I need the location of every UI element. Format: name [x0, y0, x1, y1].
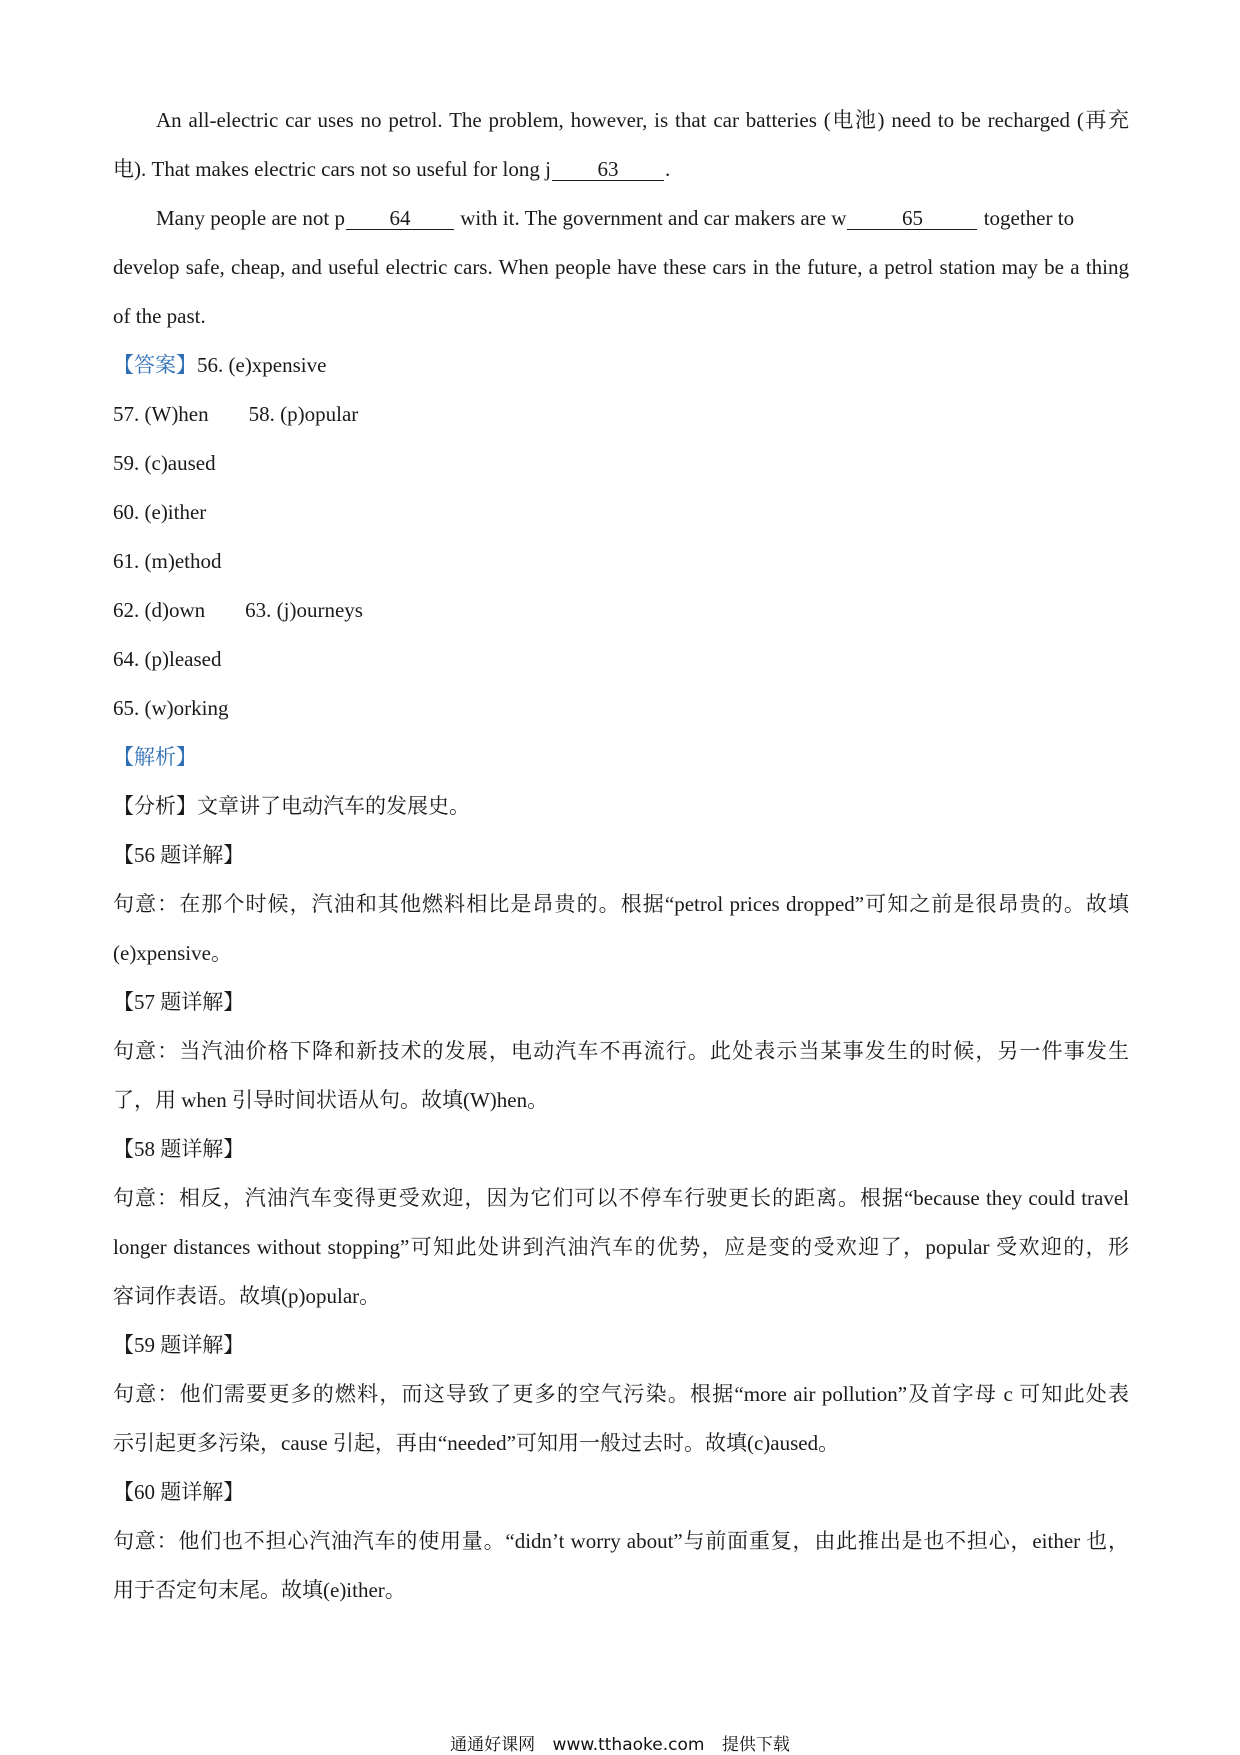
passage-text: with it. The government and car makers are w — [460, 206, 847, 230]
passage-line — [113, 194, 1129, 243]
answer-61: 61. (m)ethod — [113, 549, 222, 573]
answer-60: 60. (e)ither — [113, 500, 207, 524]
q59-explanation: 示引起更多污染，cause 引起，再由“needed”可知用一般过去时。故填(c)aused。 — [113, 1431, 840, 1455]
passage-text: 电). That makes electric cars not so useful for long j — [113, 157, 551, 181]
answer-59: 59. (c)aused — [113, 451, 216, 475]
q58-explanation: 容词作表语。故填(p)opular。 — [113, 1284, 381, 1308]
answer-57: 57. (W)hen — [113, 402, 209, 426]
answer-62: 62. (d)own — [113, 598, 206, 622]
q60-explanation: 用于否定句末尾。故填(e)ither。 — [113, 1578, 406, 1602]
q57-explanation: 句意：当汽油价格下降和新技术的发展，电动汽车不再流行。此处表示当某事发生的时候，另一件事发生 — [113, 1039, 1129, 1063]
q60-heading: 【60 题详解】 — [113, 1480, 245, 1504]
passage-line: develop safe, cheap, and useful electric cars. When people have these cars in the future, a petrol station may be a thing — [113, 255, 1129, 279]
footer-url[interactable]: www.tthaoke.com — [552, 1735, 705, 1755]
q58-explanation: 句意：相反，汽油汽车变得更受欢迎，因为它们可以不停车行驶更长的距离。根据“because they could travel — [113, 1186, 1129, 1210]
passage-line — [113, 145, 1129, 194]
q60-explanation: 句意：他们也不担心汽油汽车的使用量。“didn’t worry about”与前面重复，由此推出是也不担心，either 也， — [113, 1529, 1129, 1553]
q59-explanation: 句意：他们需要更多的燃料，而这导致了更多的空气污染。根据“more air pollution”及首字母 c 可知此处表 — [113, 1382, 1129, 1406]
answer-58: 58. (p)opular — [248, 402, 359, 426]
passage-line: An all-electric car uses no petrol. The problem, however, is that car batteries (电池) need to be recharged (再充 — [156, 108, 1129, 132]
q57-heading: 【57 题详解】 — [113, 990, 245, 1014]
q58-explanation: longer distances without stopping”可知此处讲到汽油汽车的优势，应是变的受欢迎了，popular 受欢迎的，形 — [113, 1235, 1129, 1259]
q59-heading: 【59 题详解】 — [113, 1333, 245, 1357]
answer-63: 63. (j)ourneys — [245, 598, 363, 622]
q56-heading: 【56 题详解】 — [113, 843, 245, 867]
answer-row — [113, 390, 1129, 439]
q58-heading: 【58 题详解】 — [113, 1137, 245, 1161]
answer-65: 65. (w)orking — [113, 696, 229, 720]
answer-tag: 【答案】 — [113, 353, 197, 377]
blank-63: 63 — [552, 158, 664, 181]
q56-explanation: (e)xpensive。 — [113, 941, 232, 965]
answer-row — [113, 586, 1129, 635]
page-content — [113, 96, 1129, 1615]
passage-text: Many people are not p — [156, 206, 345, 230]
answer-64: 64. (p)leased — [113, 647, 222, 671]
passage-line: of the past. — [113, 304, 206, 328]
footer-site-name: 通通好课网 — [450, 1735, 536, 1755]
blank-65: 65 — [847, 207, 977, 230]
q57-explanation: 了，用 when 引导时间状语从句。故填(W)hen。 — [113, 1088, 549, 1112]
passage-text: together to — [983, 206, 1075, 230]
analysis-summary: 【分析】文章讲了电动汽车的发展史。 — [113, 794, 470, 818]
analysis-tag: 【解析】 — [113, 745, 197, 769]
blank-64: 64 — [346, 207, 454, 230]
footer-note: 提供下载 — [721, 1735, 790, 1755]
answer-row — [113, 341, 1129, 390]
passage-text: . — [664, 157, 671, 181]
answer-56: 56. (e)xpensive — [197, 353, 327, 377]
q56-explanation: 句意：在那个时候，汽油和其他燃料相比是昂贵的。根据“petrol prices dropped”可知之前是很昂贵的。故填 — [113, 892, 1129, 916]
page-footer — [0, 1730, 1240, 1755]
